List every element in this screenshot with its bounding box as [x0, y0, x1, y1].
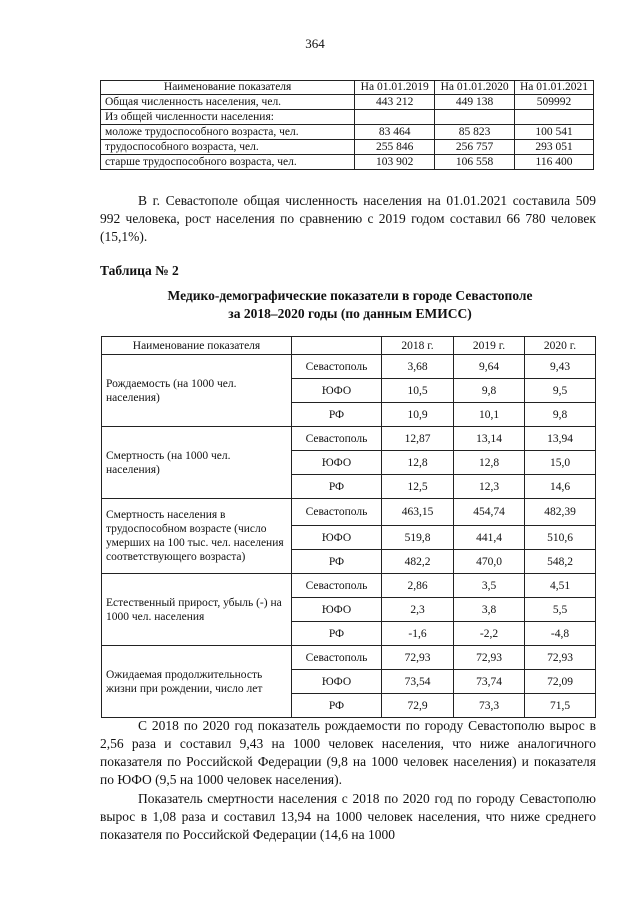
cell-value: 85 823: [435, 125, 515, 140]
header-2020: На 01.01.2020: [435, 81, 515, 95]
cell-value: -1,6: [382, 622, 454, 646]
cell-value: 293 051: [515, 140, 594, 155]
header-indicator: Наименование показателя: [101, 81, 355, 95]
indicator-name: Рождаемость (на 1000 чел. населения): [102, 355, 292, 427]
header-2021: На 01.01.2021: [515, 81, 594, 95]
row-label: Общая численность населения, чел.: [101, 95, 355, 110]
region-name: ЮФО: [292, 451, 382, 475]
indicator-name: Смертность (на 1000 чел. населения): [102, 427, 292, 499]
cell-value: 482,2: [382, 550, 454, 574]
region-name: Севастополь: [292, 574, 382, 598]
cell-value: 3,8: [454, 598, 525, 622]
region-name: ЮФО: [292, 598, 382, 622]
page-number: 364: [305, 36, 325, 51]
medical-demographic-table: [101, 336, 596, 718]
cell-value: -2,2: [454, 622, 525, 646]
region-name: РФ: [292, 694, 382, 718]
cell-value: 103 902: [355, 155, 435, 170]
cell-value: 255 846: [355, 140, 435, 155]
row-label: моложе трудоспособного возраста, чел.: [101, 125, 355, 140]
table-header-row: [102, 337, 596, 355]
cell-value: 106 558: [435, 155, 515, 170]
cell-value: 15,0: [525, 451, 596, 475]
cell-value: 72,9: [382, 694, 454, 718]
cell-value: 12,87: [382, 427, 454, 451]
region-name: ЮФО: [292, 526, 382, 550]
table-2-label: Таблица № 2: [100, 263, 179, 278]
region-name: Севастополь: [292, 427, 382, 451]
cell-value: 9,43: [525, 355, 596, 379]
cell-value: 10,9: [382, 403, 454, 427]
cell-value: 14,6: [525, 475, 596, 499]
region-name: Севастополь: [292, 646, 382, 670]
table-row: [102, 355, 596, 379]
region-name: ЮФО: [292, 670, 382, 694]
header-2019: 2019 г.: [454, 337, 525, 355]
indicator-name: Ожидаемая продолжительность жизни при рождении, число лет: [102, 646, 292, 718]
row-label: Из общей численности населения:: [101, 110, 355, 125]
region-name: РФ: [292, 475, 382, 499]
cell-value: 470,0: [454, 550, 525, 574]
population-summary-paragraph: В г. Севастополе общая численность населения на 01.01.2021 составила 509 992 человека, рост населения по сравнению с 2019 годом составил 66 780 человек (15,1%).: [100, 193, 596, 244]
cell-value: 454,74: [454, 499, 525, 526]
region-name: ЮФО: [292, 379, 382, 403]
cell-value: 12,3: [454, 475, 525, 499]
indicator-name: Смертность населения в трудоспособном возрасте (число умерших на 100 тыс. чел. населения соответствующего возраста): [102, 499, 292, 574]
cell-value: 72,93: [382, 646, 454, 670]
cell-value: 519,8: [382, 526, 454, 550]
cell-value: 9,64: [454, 355, 525, 379]
cell-value: 548,2: [525, 550, 596, 574]
cell-value: 116 400: [515, 155, 594, 170]
cell-value: 2,86: [382, 574, 454, 598]
cell-value: 72,09: [525, 670, 596, 694]
cell-value: 83 464: [355, 125, 435, 140]
table-row: [102, 427, 596, 451]
cell-value: 4,51: [525, 574, 596, 598]
table-2-title-line-1: Медико-демографические показатели в городе Севастополе: [167, 288, 533, 303]
cell-value: 9,5: [525, 379, 596, 403]
cell-value: 12,8: [382, 451, 454, 475]
table-row: [101, 155, 594, 170]
table-row: [102, 499, 596, 526]
cell-value: 12,8: [454, 451, 525, 475]
region-name: Севастополь: [292, 355, 382, 379]
header-indicator: Наименование показателя: [102, 337, 292, 355]
cell-value: 72,93: [454, 646, 525, 670]
indicator-name: Естественный прирост, убыль (-) на 1000 чел. населения: [102, 574, 292, 646]
table-2-title-line-2: за 2018–2020 годы (по данным ЕМИСС): [228, 306, 472, 321]
cell-value: 482,39: [525, 499, 596, 526]
cell-value: 509992: [515, 95, 594, 110]
table-2-title: [100, 287, 600, 323]
cell-value: 463,15: [382, 499, 454, 526]
cell-value: 9,8: [454, 379, 525, 403]
cell-value: 13,14: [454, 427, 525, 451]
table-row: [102, 574, 596, 598]
cell-value: 100 541: [515, 125, 594, 140]
table-header-row: [101, 81, 594, 95]
cell-value: 510,6: [525, 526, 596, 550]
cell-value: 256 757: [435, 140, 515, 155]
region-name: РФ: [292, 622, 382, 646]
cell-value: 12,5: [382, 475, 454, 499]
region-name: РФ: [292, 403, 382, 427]
cell-value: 2,3: [382, 598, 454, 622]
cell-value: 13,94: [525, 427, 596, 451]
row-label: трудоспособного возраста, чел.: [101, 140, 355, 155]
row-label: старше трудоспособного возраста, чел.: [101, 155, 355, 170]
table-row: [101, 95, 594, 110]
table-row: [101, 140, 594, 155]
cell-value: -4,8: [525, 622, 596, 646]
cell-value: 9,8: [525, 403, 596, 427]
region-name: РФ: [292, 550, 382, 574]
header-2020: 2020 г.: [525, 337, 596, 355]
cell-value: 10,1: [454, 403, 525, 427]
cell-value: [515, 110, 594, 125]
cell-value: 73,3: [454, 694, 525, 718]
cell-value: 72,93: [525, 646, 596, 670]
cell-value: 73,54: [382, 670, 454, 694]
birth-rate-paragraph: С 2018 по 2020 год показатель рождаемости по городу Севастополю вырос в 2,56 раза и составил 9,43 на 1000 человек населения, что ниже аналогичного показателя по Российской Федерации (9,8 на 1000 человек населения) и показателя по ЮФО (9,5 на 1000 человек населения).: [100, 718, 596, 787]
table-row: [101, 125, 594, 140]
header-region: [292, 337, 382, 355]
cell-value: 443 212: [355, 95, 435, 110]
cell-value: [435, 110, 515, 125]
cell-value: 5,5: [525, 598, 596, 622]
table-row: [102, 646, 596, 670]
header-2019: На 01.01.2019: [355, 81, 435, 95]
cell-value: 449 138: [435, 95, 515, 110]
cell-value: 71,5: [525, 694, 596, 718]
cell-value: 441,4: [454, 526, 525, 550]
region-name: Севастополь: [292, 499, 382, 526]
cell-value: 10,5: [382, 379, 454, 403]
table-row: [101, 110, 594, 125]
cell-value: 3,5: [454, 574, 525, 598]
cell-value: 73,74: [454, 670, 525, 694]
header-2018: 2018 г.: [382, 337, 454, 355]
mortality-paragraph: Показатель смертности населения с 2018 по 2020 год по городу Севастополю вырос в 1,08 раза и составил 13,94 на 1000 человек населения, что ниже среднего показателя по Российской Федерации (14,6 на 1000: [100, 791, 596, 842]
population-table: [100, 80, 594, 170]
cell-value: [355, 110, 435, 125]
cell-value: 3,68: [382, 355, 454, 379]
